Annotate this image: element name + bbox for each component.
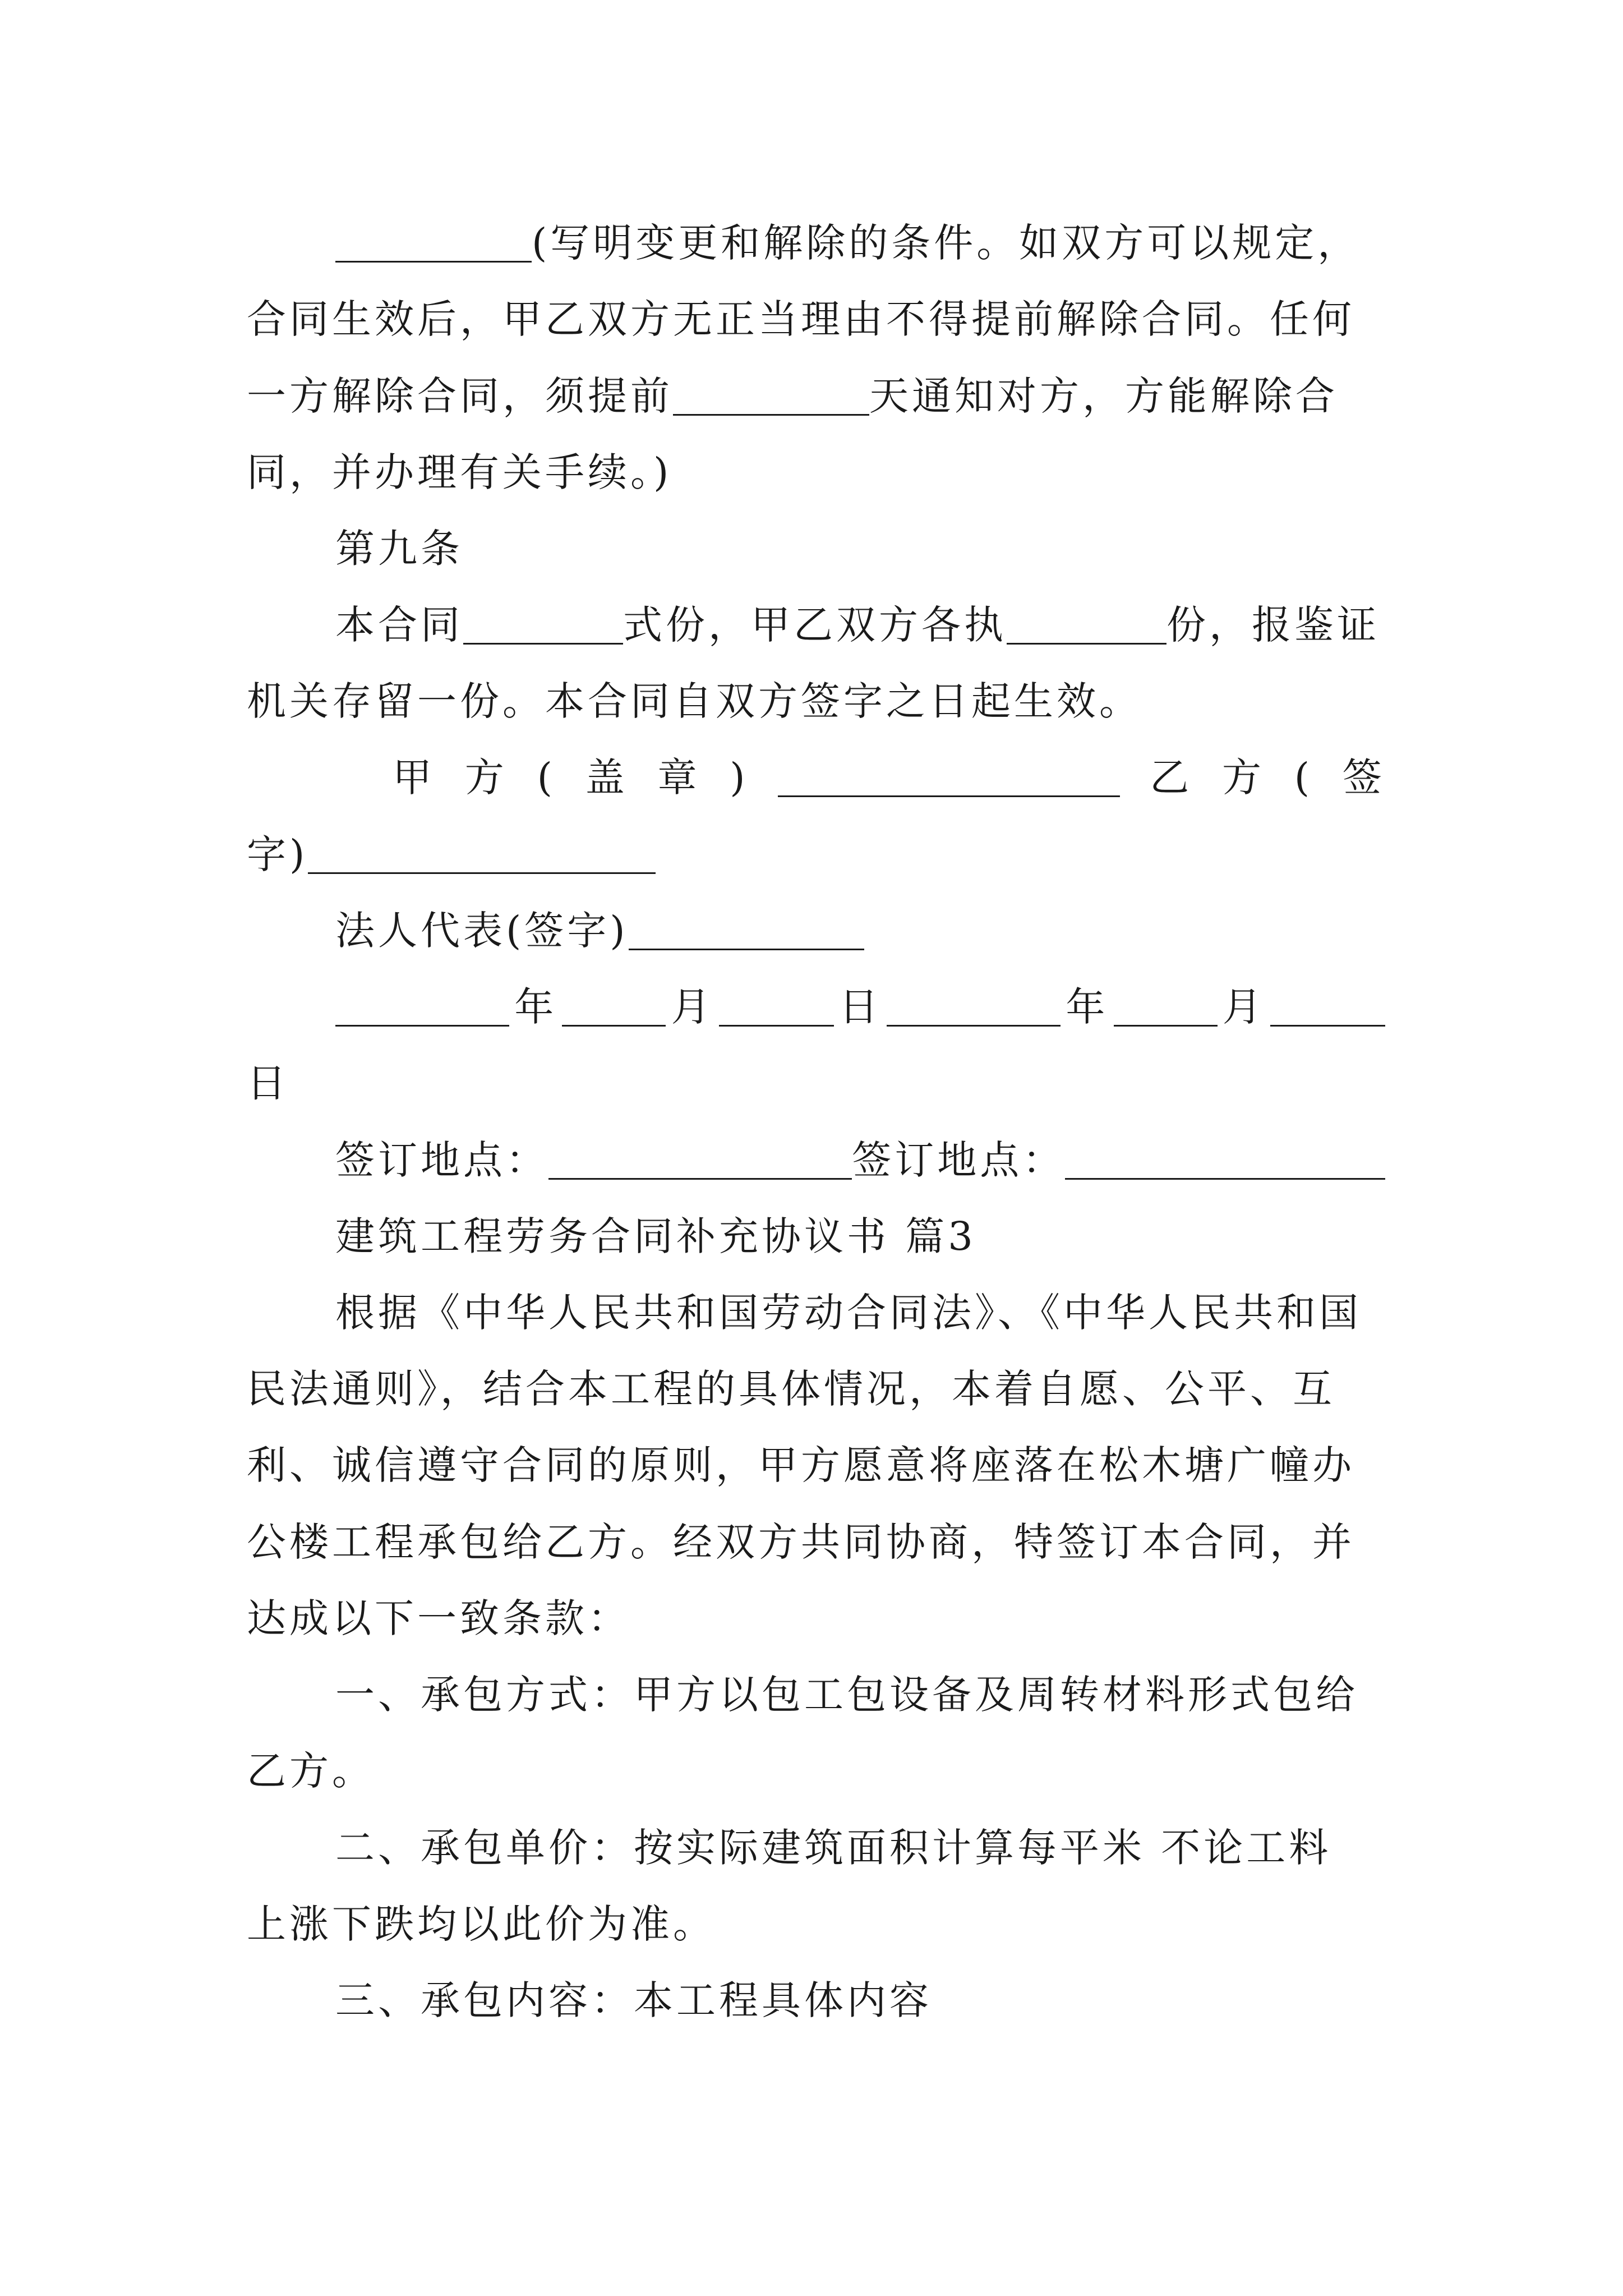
paragraph-line [247, 1058, 1385, 1108]
fill-in-blank [335, 226, 532, 263]
paragraph-line [247, 1517, 1385, 1567]
line-text: 式份，甲乙双方各执 [623, 602, 1007, 648]
line-text: 一方解除合同，须提前 [247, 373, 673, 419]
paragraph-line [247, 1899, 1385, 1949]
line-text: 方 [1222, 754, 1265, 800]
fill-in-blank [1065, 1143, 1385, 1180]
fill-in-blank [1114, 990, 1218, 1027]
line-text: 机关存留一份。本合同自双方签字之日起生效。 [247, 678, 1142, 724]
line-text: 份，报鉴证 [1166, 602, 1380, 648]
line-text: 乙方。 [247, 1748, 375, 1794]
line-text: 签订地点： [335, 1137, 548, 1183]
signing-place-line [335, 1135, 1385, 1185]
line-text: 日 [838, 984, 882, 1030]
paragraph-line [247, 371, 1385, 421]
fill-in-blank [1007, 608, 1166, 645]
clause-line [335, 1669, 1385, 1720]
fill-in-blank [308, 838, 656, 874]
line-text: 法人代表(签字) [335, 908, 629, 954]
line-text: 月 [671, 984, 714, 1030]
line-text: 利、诚信遵守合同的原则，甲方愿意将座落在松木塘广幢办 [247, 1442, 1355, 1488]
fill-in-blank [548, 1143, 852, 1180]
line-text: 二、承包单价：按实际建筑面积计算每平米 不论工料 [335, 1825, 1332, 1871]
line-text: 上涨下跌均以此价为准。 [247, 1901, 716, 1947]
line-text: 本合同 [335, 602, 463, 648]
paragraph-line [335, 600, 1385, 650]
line-text: 三、承包内容：本工程具体内容 [335, 1977, 932, 2023]
line-text: 建筑工程劳务合同补充协议书 篇3 [335, 1213, 976, 1259]
paragraph-line [247, 1746, 1385, 1796]
line-text: 年 [514, 984, 557, 1030]
paragraph-line [335, 218, 1385, 268]
fill-in-blank [778, 761, 1120, 797]
fill-in-blank [887, 990, 1061, 1027]
section-heading [335, 523, 1385, 574]
paragraph-line [247, 447, 1385, 498]
line-text: 民法通则》，结合本工程的具体情况，本着自愿、公平、互 [247, 1366, 1335, 1412]
line-text: 章 [657, 754, 700, 800]
line-text: (写明变更和解除的条件。如双方可以规定， [532, 220, 1361, 266]
paragraph-line [247, 1440, 1385, 1490]
fill-in-blank [335, 990, 509, 1027]
line-text: 根据《中华人民共和国劳动合同法》、《中华人民共和国 [335, 1290, 1362, 1336]
paragraph-line [247, 829, 1385, 880]
clause-line [335, 1823, 1385, 1873]
line-text: 公楼工程承包给乙方。经双方共同协商，特签订本合同，并 [247, 1519, 1355, 1565]
paragraph-line [247, 1593, 1385, 1644]
line-text: 年 [1066, 984, 1109, 1030]
line-text: 同，并办理有关手续。) [247, 449, 672, 495]
paragraph-line [247, 1364, 1385, 1414]
signature-line-legal-rep [335, 905, 1385, 956]
line-text: 一、承包方式：甲方以包工包设备及周转材料形式包给 [335, 1672, 1358, 1718]
line-text: 盖 [585, 754, 628, 800]
fill-in-blank [629, 914, 864, 950]
line-text: 方 [464, 754, 508, 800]
line-text: 字) [247, 831, 308, 877]
line-text: 日 [247, 1060, 289, 1106]
line-text: 签 [1342, 754, 1385, 800]
fill-in-blank [719, 990, 834, 1027]
fill-in-blank [562, 990, 666, 1027]
line-text: ( [537, 754, 556, 800]
fill-in-blank [1270, 990, 1385, 1027]
line-text: 合同生效后，甲乙双方无正当理由不得提前解除合同。任何 [247, 296, 1355, 342]
paragraph-line [247, 294, 1385, 344]
date-line [335, 982, 1385, 1032]
line-text: 第九条 [335, 526, 463, 572]
fill-in-blank [463, 608, 623, 645]
line-text: 乙 [1150, 754, 1193, 800]
line-text: ( [1294, 754, 1313, 800]
clause-line [335, 1975, 1385, 2026]
paragraph-line [247, 676, 1385, 726]
signature-line-party [393, 752, 1385, 803]
line-text: 达成以下一致条款： [247, 1595, 630, 1641]
line-text: 签订地点： [852, 1137, 1066, 1183]
line-text: ) [730, 754, 749, 800]
line-text: 月 [1222, 984, 1265, 1030]
line-text: 天通知对方，方能解除合 [869, 373, 1338, 419]
paragraph-line [335, 1287, 1385, 1338]
fill-in-blank [673, 379, 869, 416]
section-title [335, 1211, 1385, 1262]
line-text: 甲 [393, 754, 435, 800]
